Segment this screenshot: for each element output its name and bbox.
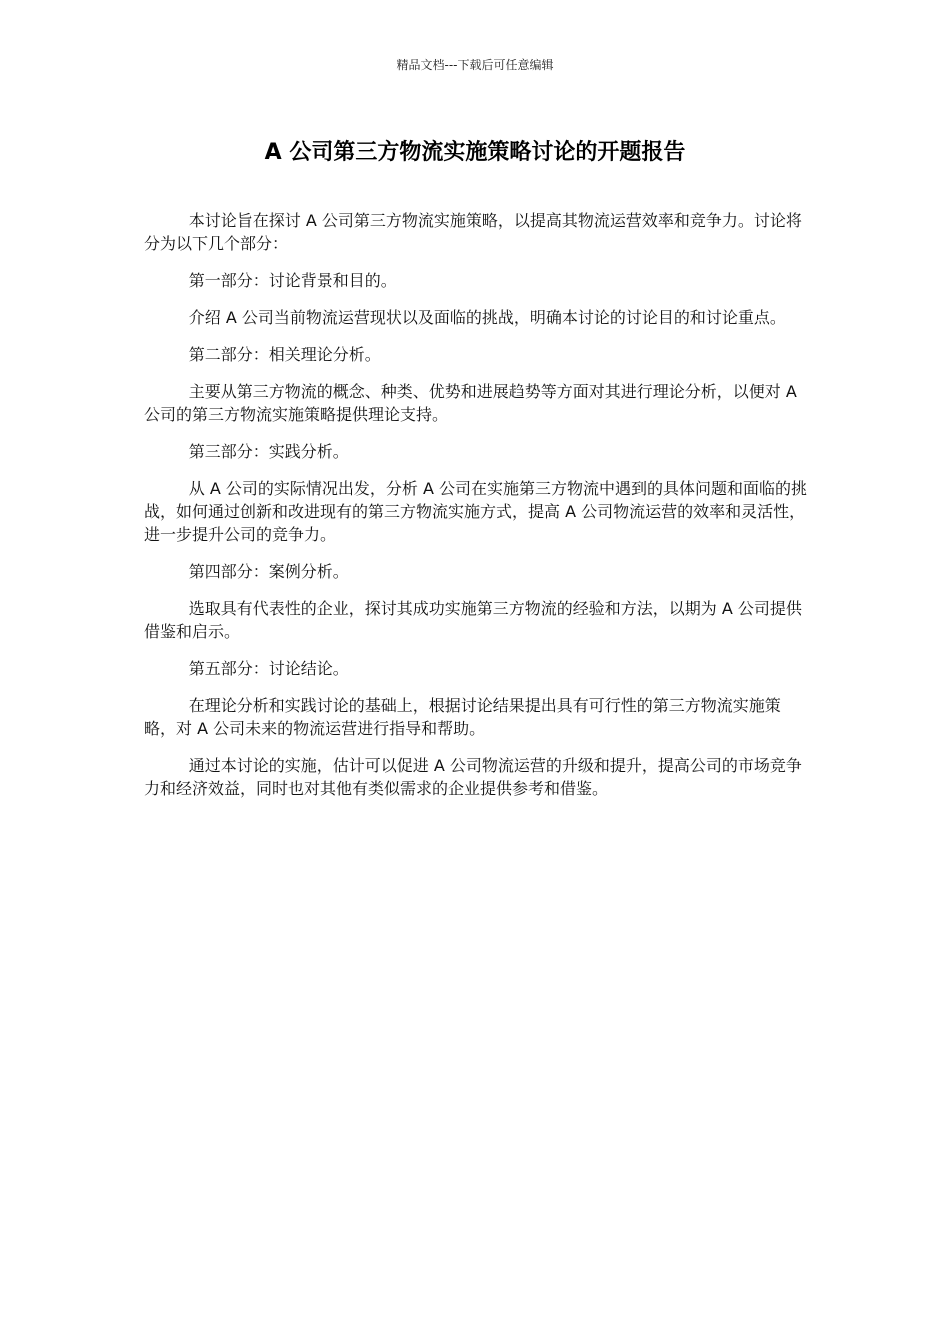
section-heading-2: 第二部分：相关理论分析。 bbox=[188, 345, 381, 364]
document-body bbox=[144, 209, 808, 814]
paragraph-section-2: 主要从第三方物流的概念、种类、优势和进展趋势等方面对其进行理论分析，以便对 A 公司的第三方物流实施策略提供理论支持。 bbox=[144, 382, 797, 424]
paragraph-conclusion: 通过本讨论的实施，估计可以促进 A 公司物流运营的升级和提升，提高公司的市场竞争力和经济效益，同时也对其他有类似需求的企业提供参考和借鉴。 bbox=[144, 756, 802, 798]
document-title: A 公司第三方物流实施策略讨论的开题报告 bbox=[264, 140, 686, 165]
paragraph-section-5: 在理论分析和实践讨论的基础上，根据讨论结果提出具有可行性的第三方物流实施策略，对 A 公司未来的物流运营进行指导和帮助。 bbox=[144, 696, 781, 738]
paragraph-section-3: 从 A 公司的实际情况出发，分析 A 公司在实施第三方物流中遇到的具体问题和面临的挑战，如何通过创新和改进现有的第三方物流实施方式，提高 A 公司物流运营的效率和灵活性，进一步提升公司的竞争力。 bbox=[144, 479, 808, 544]
page-header: 精品文档---下载后可任意编辑 bbox=[396, 58, 554, 72]
paragraph-intro: 本讨论旨在探讨 A 公司第三方物流实施策略，以提高其物流运营效率和竞争力。讨论将分为以下几个部分： bbox=[144, 211, 802, 253]
section-heading-3: 第三部分：实践分析。 bbox=[188, 442, 349, 461]
paragraph-section-1: 介绍 A 公司当前物流运营现状以及面临的挑战，明确本讨论的讨论目的和讨论重点。 bbox=[188, 308, 786, 327]
section-heading-4: 第四部分：案例分析。 bbox=[188, 562, 349, 581]
section-heading-1: 第一部分：讨论背景和目的。 bbox=[188, 271, 397, 290]
section-heading-5: 第五部分：讨论结论。 bbox=[188, 659, 349, 678]
paragraph-section-4: 选取具有代表性的企业，探讨其成功实施第三方物流的经验和方法，以期为 A 公司提供借鉴和启示。 bbox=[144, 599, 802, 641]
